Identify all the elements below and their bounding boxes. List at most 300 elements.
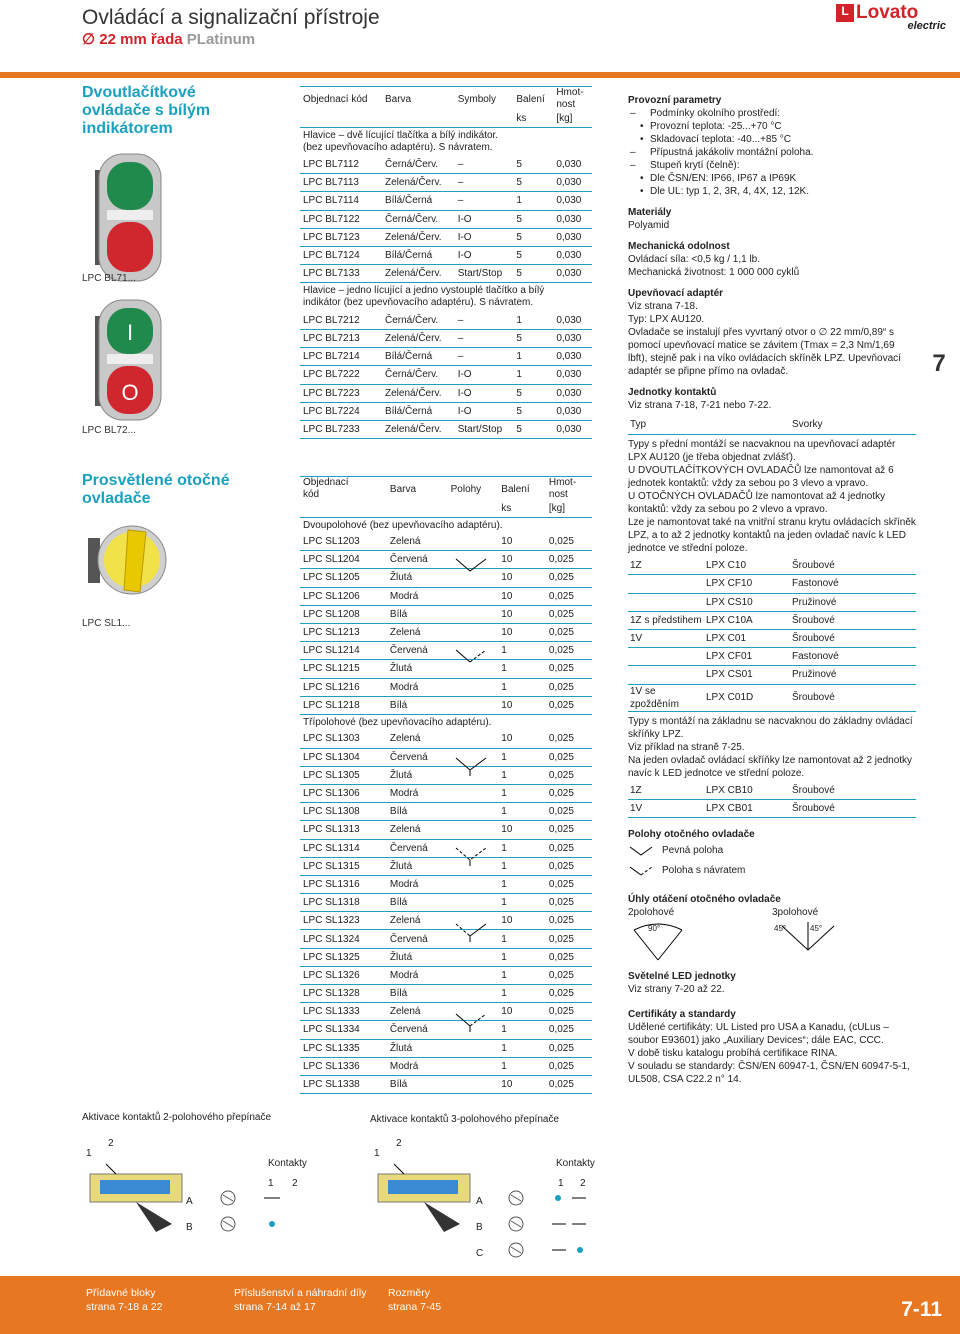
table-cell: Černá/Červ.	[382, 210, 455, 228]
contact-cell: 1V se zpožděním	[628, 684, 704, 711]
table-cell: LPC SL1218	[300, 696, 387, 714]
table-cell	[448, 875, 499, 893]
contact-cell: 1V	[628, 800, 704, 818]
t2-h-ks: ks	[498, 501, 546, 517]
t2-h-barva: Barva	[389, 483, 417, 495]
chapter-tab: 7	[932, 350, 946, 377]
table-cell	[448, 1075, 499, 1093]
table-cell: Zelená/Červ.	[382, 265, 455, 283]
footer-link-accessories-title: Příslušenství a náhradní díly	[234, 1287, 367, 1299]
table-cell: Modrá	[387, 678, 448, 696]
table-cell: –	[455, 330, 514, 348]
table-cell: Zelená/Červ.	[382, 420, 455, 438]
contact-cell: Pružinové	[790, 593, 916, 611]
table-cell	[448, 1057, 499, 1075]
table-cell: LPC SL1305	[300, 766, 387, 784]
table-cell: LPC SL1304	[300, 748, 387, 766]
table-row	[300, 839, 592, 857]
table-cell: LPC BL7214	[300, 348, 382, 366]
table-cell: Start/Stop	[455, 420, 514, 438]
r-d1: – Podmínky okolního prostředí:	[628, 107, 916, 120]
table-row	[300, 402, 592, 420]
table-cell: 1	[513, 366, 553, 384]
page-subtitle	[82, 30, 255, 48]
table-row	[300, 330, 592, 348]
table-cell: 0,025	[546, 766, 592, 784]
table-cell: 0,025	[546, 660, 592, 678]
table-cell	[448, 985, 499, 1003]
table-cell: 0,025	[546, 1075, 592, 1093]
r-l7b: 3polohové	[772, 907, 819, 919]
footer-link-blocks-page: strana 7-18 a 22	[86, 1301, 163, 1313]
table-cell: LPC BL7123	[300, 228, 382, 246]
table-cell: LPC SL1323	[300, 912, 387, 930]
table-cell: 0,025	[546, 803, 592, 821]
table-cell: LPC SL1313	[300, 821, 387, 839]
table-cell: Černá/Červ.	[382, 311, 455, 329]
table-cell	[448, 696, 499, 714]
table-cell: 0,030	[553, 366, 592, 384]
wiring-3pos-a: A	[476, 1196, 483, 1207]
footer-link-dimensions[interactable]	[388, 1286, 441, 1314]
contact-row	[628, 557, 916, 575]
table-cell: 0,025	[546, 587, 592, 605]
contact-cell: Šroubové	[790, 557, 916, 575]
table-cell	[448, 784, 499, 802]
table-row	[300, 894, 592, 912]
table-cell	[448, 803, 499, 821]
table-cell: 10	[498, 912, 546, 930]
table-cell	[448, 948, 499, 966]
table-cell: I-O	[455, 210, 514, 228]
table-cell: I-O	[455, 402, 514, 420]
table-cell: Modrá	[387, 966, 448, 984]
table-cell: LPC SL1205	[300, 569, 387, 587]
contact-row	[628, 648, 916, 666]
table-cell: 0,030	[553, 384, 592, 402]
table-row	[300, 246, 592, 264]
t2-h-hmot: Hmot- nost	[548, 477, 577, 500]
footer-link-blocks-title: Přídavné bloky	[86, 1287, 156, 1299]
t1-h-hmot: Hmot- nost	[556, 87, 584, 110]
t2-section-1: Dvoupolohové (bez upevňovacího adaptéru).	[303, 519, 503, 531]
symbol-3pos-left-return	[452, 920, 492, 944]
contact-cell: 1V	[628, 629, 704, 647]
table-row	[300, 210, 592, 228]
fixed-position-icon	[628, 843, 654, 859]
table-row	[300, 696, 592, 714]
table-cell: LPC SL1335	[300, 1039, 387, 1057]
table-cell: 10	[498, 1003, 546, 1021]
symbol-3pos-right-return	[452, 1010, 492, 1034]
footer-link-accessories[interactable]	[234, 1286, 367, 1314]
table-cell: Bílá/Černá	[382, 192, 455, 210]
table-cell: 1	[498, 839, 546, 857]
table-cell: –	[455, 192, 514, 210]
table-cell: LPC SL1318	[300, 894, 387, 912]
t1-h-bal: Balení	[516, 93, 545, 105]
table-cell: 0,025	[546, 696, 592, 714]
table-cell: 0,025	[546, 894, 592, 912]
r-p2: Polyamid	[628, 220, 670, 231]
table-cell: Červená	[387, 642, 448, 660]
t2-h-kod: Objednací kód	[303, 477, 349, 500]
footer-link-dimensions-page: strana 7-45	[388, 1301, 442, 1313]
wiring-2pos-c1: 1	[268, 1178, 274, 1189]
table-cell	[448, 623, 499, 641]
table-cell: 5	[513, 228, 553, 246]
contact-cell: Šroubové	[790, 800, 916, 818]
table-row	[300, 766, 592, 784]
wiring-3pos-b: B	[476, 1222, 483, 1233]
table-cell: Zelená	[387, 1003, 448, 1021]
t2-h-bal: Balení	[501, 483, 530, 495]
table-cell: LPC SL1336	[300, 1057, 387, 1075]
table-cell: 1	[498, 678, 546, 696]
table-cell: LPC BL7223	[300, 384, 382, 402]
table-cell: 10	[498, 623, 546, 641]
table-row	[300, 1039, 592, 1057]
table-cell	[448, 821, 499, 839]
r-p10: Typy s montáží na základnu se nacvaknou do základny ovládací skříňky LPZ.	[628, 715, 913, 740]
table-cell: LPC SL1214	[300, 642, 387, 660]
table-cell: I-O	[455, 228, 514, 246]
table-cell: Bílá	[387, 803, 448, 821]
table-row	[300, 678, 592, 696]
table-cell: LPC SL1303	[300, 730, 387, 748]
table-cell: 0,030	[553, 420, 592, 438]
r-p4a: Viz strana 7-18.	[628, 301, 698, 312]
table-cell: 5	[513, 174, 553, 192]
table-cell: 0,025	[546, 678, 592, 696]
contact-table-1	[628, 557, 916, 712]
r-p9a: Udělené certifikáty: UL Listed pro USA a Kanadu, (cULus – soubor E93601) jako „Auxiliary Devices“; dále EAC, CCC.	[628, 1022, 889, 1047]
table-cell	[448, 605, 499, 623]
bl72-i-text: I	[126, 320, 134, 345]
table-cell: –	[455, 156, 514, 174]
table-cell: Bílá/Černá	[382, 348, 455, 366]
table-cell: 1	[513, 348, 553, 366]
contact-table-2	[628, 782, 916, 819]
t1-section-1: Hlavice – dvě lícující tlačítka a bílý indikátor. (bez upevňovacího adaptéru). S návratem.	[303, 129, 499, 153]
table-cell: –	[455, 311, 514, 329]
table-cell	[448, 678, 499, 696]
table-cell: LPC SL1325	[300, 948, 387, 966]
table-cell: LPC SL1216	[300, 678, 387, 696]
label-bl71: LPC BL71...	[82, 273, 136, 284]
bl72-o-text: O	[121, 380, 139, 405]
table-cell: Zelená/Červ.	[382, 330, 455, 348]
wiring-2pos-label-1: 1	[86, 1148, 92, 1159]
table-cell: 1	[498, 857, 546, 875]
table-cell: 0,030	[553, 174, 592, 192]
r-p12: Na jeden ovladač ovládací skříňky lze namontovat až 2 jednotky navíc k LED jednotce ve střední poloze.	[628, 754, 913, 779]
wiring-3pos-c: C	[476, 1248, 484, 1259]
logo-sub: electric	[907, 20, 946, 32]
table-cell: LPC SL1334	[300, 1021, 387, 1039]
table-cell: Zelená	[387, 912, 448, 930]
wiring-diagram-3pos	[374, 1162, 594, 1262]
page-number: 7-11	[901, 1298, 942, 1321]
table-cell: 1	[498, 660, 546, 678]
wiring-2pos-kontakty: Kontakty	[268, 1158, 307, 1169]
contact-cell: LPX CS01	[704, 666, 790, 684]
table-cell: 0,025	[546, 605, 592, 623]
table-cell: 0,025	[546, 533, 592, 551]
table-cell: 5	[513, 402, 553, 420]
contact-row	[628, 666, 916, 684]
table-cell: 1	[498, 1039, 546, 1057]
contact-cell: 1Z	[628, 557, 704, 575]
table-cell: 0,025	[546, 748, 592, 766]
contact-cell	[628, 666, 704, 684]
r-h7: Úhly otáčení otočného ovladače	[628, 894, 781, 906]
wiring-3pos-c1: 1	[558, 1178, 564, 1189]
table-cell: 0,030	[553, 192, 592, 210]
r-p4c: Ovladače se instalují přes vyvrtaný otvor o ∅ 22 mm/0,89“ s pomocí upevňovací matice se závitem (Tmax = 2,3 Nm/1,69 lbft), stejně pak i na víko ovládacích skříněk LPZ. Upevňovací adaptér se připne přímo na ovladač.	[628, 327, 901, 377]
table-cell: 10	[498, 587, 546, 605]
symbol-3pos-fixed	[452, 754, 492, 778]
contact-cell: Fastonové	[790, 648, 916, 666]
subtitle-brand: PLatinum	[186, 31, 256, 48]
r-p9b: V době tisku katalogu probíhá certifikace RINA.	[628, 1048, 838, 1060]
contact-cell: Šroubové	[790, 611, 916, 629]
r-d3: – Stupeň krytí (čelně):	[628, 159, 916, 172]
table-cell: 0,025	[546, 948, 592, 966]
table-cell: 1	[498, 948, 546, 966]
table-cell: 0,025	[546, 985, 592, 1003]
table-cell: 1	[498, 875, 546, 893]
table-cell: Červená	[387, 930, 448, 948]
table-cell: 0,030	[553, 156, 592, 174]
table-cell: 5	[513, 420, 553, 438]
product-image-bl71	[95, 150, 165, 285]
table-cell: 1	[498, 803, 546, 821]
contact-cell: LPX C10	[704, 557, 790, 575]
contact-cell: 1Z	[628, 782, 704, 800]
r-h8: Světelné LED jednotky	[628, 971, 736, 983]
table-row	[300, 366, 592, 384]
table-cell: 0,025	[546, 839, 592, 857]
table-row	[300, 192, 592, 210]
table-cell: 5	[513, 384, 553, 402]
table-cell: 0,025	[546, 1021, 592, 1039]
table-cell: Červená	[387, 1021, 448, 1039]
r-b4: • Dle UL: typ 1, 2, 3R, 4, 4X, 12, 12K.	[628, 185, 916, 198]
contact-cell: LPX C10A	[704, 611, 790, 629]
table-cell: 10	[498, 533, 546, 551]
table-cell: 0,025	[546, 821, 592, 839]
table-cell: Zelená	[387, 623, 448, 641]
table-cell: Zelená	[387, 730, 448, 748]
symbol-3pos-return	[452, 844, 492, 868]
table-cell: Bílá	[387, 1075, 448, 1093]
table-cell: Bílá	[387, 696, 448, 714]
table-row	[300, 551, 592, 569]
contact-cell: LPX C01D	[704, 684, 790, 711]
table-cell	[448, 587, 499, 605]
r-p11: Viz příklad na straně 7-25.	[628, 741, 745, 753]
wiring-2pos-label-2: 2	[108, 1138, 114, 1149]
table-cell: 0,030	[553, 402, 592, 420]
table-cell: Zelená	[387, 821, 448, 839]
r-h3: Mechanická odolnost	[628, 241, 730, 252]
table-cell: Bílá/Černá	[382, 246, 455, 264]
table-cell: LPC SL1204	[300, 551, 387, 569]
table-row	[300, 912, 592, 930]
table-cell: 1	[498, 748, 546, 766]
table-cell: 10	[498, 1075, 546, 1093]
table-cell: LPC SL1215	[300, 660, 387, 678]
table-cell: 0,025	[546, 730, 592, 748]
table-cell: 0,030	[553, 228, 592, 246]
table-cell: 5	[513, 265, 553, 283]
table-cell: 0,025	[546, 569, 592, 587]
table-cell: 0,025	[546, 642, 592, 660]
table-cell: 0,025	[546, 1057, 592, 1075]
table-cell: Modrá	[387, 587, 448, 605]
r-h5: Jednotky kontaktů	[628, 387, 717, 398]
table-cell: LPC SL1203	[300, 533, 387, 551]
right-column	[628, 90, 916, 1086]
table-row	[300, 948, 592, 966]
table-cell: LPC SL1328	[300, 985, 387, 1003]
r-b3: • Dle ČSN/EN: IP66, IP67 a IP69K	[628, 172, 916, 185]
contact-row	[628, 611, 916, 629]
table-cell: LPC SL1208	[300, 605, 387, 623]
table-cell: 5	[513, 210, 553, 228]
table-cell: LPC SL1324	[300, 930, 387, 948]
t2-h-pol: Polohy	[450, 483, 482, 495]
table-cell: 0,030	[553, 311, 592, 329]
table-row	[300, 1021, 592, 1039]
table-row	[300, 821, 592, 839]
table-cell: Modrá	[387, 875, 448, 893]
table-row	[300, 930, 592, 948]
table-cell: Žlutá	[387, 948, 448, 966]
table-row	[300, 748, 592, 766]
table-cell: 1	[498, 642, 546, 660]
contact-cell: LPX CB10	[704, 782, 790, 800]
wiring-3pos-label-1: 1	[374, 1148, 380, 1159]
table-cell: LPC BL7114	[300, 192, 382, 210]
r-h9: Certifikáty a standardy	[628, 1009, 736, 1021]
r-a45r: 45°	[810, 924, 823, 934]
r-h6: Polohy otočného ovladače	[628, 829, 755, 841]
contact-cell	[628, 648, 704, 666]
table-cell: 5	[513, 156, 553, 174]
contact-row	[628, 575, 916, 593]
table-cell: 10	[498, 605, 546, 623]
table-row	[300, 587, 592, 605]
wiring-3pos-c2: 2	[580, 1178, 586, 1189]
table-cell: 1	[513, 192, 553, 210]
contact-cell: LPX CS10	[704, 593, 790, 611]
table-cell: Červená	[387, 748, 448, 766]
table-cell: LPC SL1206	[300, 587, 387, 605]
symbol-2pos-return	[452, 646, 492, 666]
r-b1: • Provozní teplota: -25...+70 °C	[628, 120, 916, 133]
r-h1: Provozní parametry	[628, 95, 722, 106]
table-cell: 10	[498, 821, 546, 839]
table-cell: Modrá	[387, 784, 448, 802]
table-cell: Červená	[387, 839, 448, 857]
table-cell: Bílá	[387, 605, 448, 623]
page-title: Ovládácí a signalizační přístroje	[82, 6, 380, 29]
table-cell: 1	[513, 311, 553, 329]
table-row	[300, 784, 592, 802]
table-cell: LPC BL7113	[300, 174, 382, 192]
contact-cell	[628, 593, 704, 611]
r-p3b: Mechanická životnost: 1 000 000 cyklů	[628, 267, 800, 278]
table-cell: LPC BL7224	[300, 402, 382, 420]
footer-link-accessories-page: strana 7-14 až 17	[234, 1301, 316, 1313]
r-p8: U OTOČNÝCH OVLADAČŮ lze namontovat až 4 jednotky kontaktů: vždy za sebou po 2 vlevo a vpravo.	[628, 490, 886, 515]
table-row	[300, 228, 592, 246]
top-bar	[0, 72, 960, 78]
t1-h-kg: [kg]	[553, 111, 592, 127]
contact-row	[628, 593, 916, 611]
product-image-bl72	[95, 298, 165, 423]
t1-section-2: Hlavice – jedno lícující a jedno vystouplé tlačítko a bílý indikátor (bez upevňovacího adaptéru). S návratem.	[303, 285, 545, 309]
table-cell: 1	[498, 1057, 546, 1075]
table-cell: Zelená/Červ.	[382, 228, 455, 246]
table-cell: 0,025	[546, 623, 592, 641]
table-cell: LPC BL7122	[300, 210, 382, 228]
table-cell: 0,025	[546, 1003, 592, 1021]
table-cell: LPC SL1306	[300, 784, 387, 802]
table-cell	[448, 533, 499, 551]
r-h2: Materiály	[628, 207, 672, 218]
footer-link-blocks[interactable]	[86, 1286, 162, 1314]
table-cell: I-O	[455, 384, 514, 402]
table-cell: LPC SL1315	[300, 857, 387, 875]
r-p6: Typy s přední montáží se nacvaknou na upevňovací adaptér LPX AU120 (je třeba objednat zvlášť).	[628, 438, 896, 463]
table-cell: LPC SL1326	[300, 966, 387, 984]
r-l6b: Poloha s návratem	[662, 865, 746, 877]
t1-h-kod: Objednací kód	[303, 93, 368, 105]
angle-3pos-diagram	[778, 920, 838, 964]
table-cell: 0,025	[546, 912, 592, 930]
table-cell: 0,025	[546, 930, 592, 948]
table-cell: Zelená/Červ.	[382, 384, 455, 402]
table-row	[300, 966, 592, 984]
wiring-diagram-2pos	[86, 1162, 286, 1242]
table-cell: 0,025	[546, 784, 592, 802]
wiring-2pos-b: B	[186, 1222, 193, 1233]
selector-table	[300, 476, 592, 1094]
t1-h-sym: Symboly	[457, 93, 497, 105]
table-cell: LPC SL1213	[300, 623, 387, 641]
table-cell	[448, 730, 499, 748]
contact-cell: Šroubové	[790, 684, 916, 711]
table-row	[300, 857, 592, 875]
table-row	[300, 311, 592, 329]
table-cell: Bílá	[387, 894, 448, 912]
contact-row	[628, 629, 916, 647]
table-cell: Zelená/Červ.	[382, 174, 455, 192]
table-cell: 0,030	[553, 348, 592, 366]
lovato-logo	[836, 4, 946, 30]
r-th-svorky: Svorky	[790, 416, 916, 434]
wiring-caption-2pos: Aktivace kontaktů 2-polohového přepínače	[82, 1112, 272, 1123]
table-cell: LPC SL1314	[300, 839, 387, 857]
table-row	[300, 174, 592, 192]
logo-text: Lovato	[856, 2, 919, 23]
table-row	[300, 384, 592, 402]
section-heading-rotary: Prosvětlené otočné ovladače	[82, 472, 230, 507]
label-sl1: LPC SL1...	[82, 618, 131, 629]
